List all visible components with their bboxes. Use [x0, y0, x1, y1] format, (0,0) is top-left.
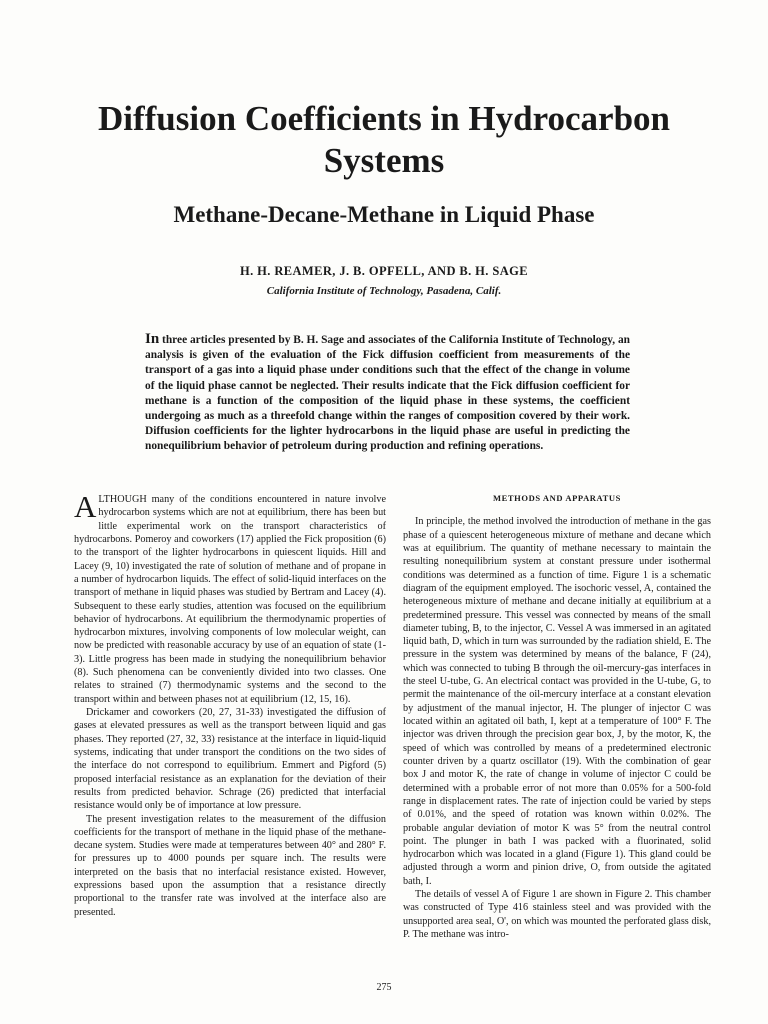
abstract [145, 332, 630, 455]
abstract-first-word: In [145, 331, 160, 347]
body-paragraph: The present investigation relates to the measurement of the diffusion coefficients for the transport of methane in the liquid phase of the methane-decane system. Studies were made at temperatures between 40° and 280° F. for pressures up to 4000 pounds per square inch. The results were interpreted on the basis that no interfacial resistance existed. However, expressions based upon the assumption that a resistance directly proportional to the transfer rate was involved at the interface also are presented. [74, 813, 386, 918]
drop-cap: A [74, 489, 97, 524]
author-affiliation: California Institute of Technology, Pasadena, Calif. [266, 285, 502, 297]
section-heading: METHODS AND APPARATUS [493, 493, 621, 503]
author-list: H. H. REAMER, J. B. OPFELL, AND B. H. SAGE [239, 264, 528, 278]
page-number: 275 [376, 982, 392, 993]
intro-paragraph-text: LTHOUGH many of the conditions encountered in nature involve hydrocarbon systems which are not at equilibrium, there has been but little experimental work on the transport characteristics of hydrocarbons. Pomeroy and coworkers (17) applied the Fick proposition (6) to the transport of the lighter hydrocarbons in quiescent liquids. Hill and Lacey (9, 10) investigated the rate of solution of methane and of propane in a number of hydrocarbon liquids. The effect of solid-liquid interfaces on the transport of methane in liquid phases was studied by Bertram and Lacey (4). Subsequent to these early studies, attention was focused on the equilibrium behavior of hydrocarbons. At equilibrium the thermodynamic properties of hydrocarbon mixtures, involving components of low molecular weight, can now be predicted with reasonable accuracy by use of an equation of state (1-3). Little progress has been made in studying the nonequilibrium behavior (8). Such phenomena can be conveniently divided into two classes. One relates to strained (7) thermodynamic systems and the second to the transport within and between phases not at equilibrium (12, 15, 16). [74, 494, 387, 705]
article-title: Diffusion Coefficients in Hydrocarbon Systems [98, 99, 670, 180]
article-subtitle: Methane-Decane-Methane in Liquid Phase [173, 202, 595, 227]
left-column [74, 489, 387, 919]
right-column [403, 492, 711, 941]
abstract-text: three articles presented by B. H. Sage and associates of the California Institute of Technology, an analysis is given of the evaluation of the Fick diffusion coefficient from measurements of the transport of a gas into a liquid phase under conditions such that the effect of the change in volume of the liquid phase cannot be neglected. Their results indicate that the Fick diffusion coefficient for methane is a function of the composition of the liquid phase in these systems, the coefficient undergoing as much as a threefold change within the ranges of composition covered by their work. Diffusion coefficients for the lighter hydrocarbons in the liquid phase are useful in predicting the nonequilibrium behavior of petroleum during production and refining operations. [145, 334, 630, 453]
body-paragraph: The details of vessel A of Figure 1 are shown in Figure 2. This chamber was constructed of Type 416 stainless steel and was provided with the unsupported area seal, O', on which was mounted the perforated glass disk, P. The methane was intro- [403, 889, 711, 940]
body-paragraph: Drickamer and coworkers (20, 27, 31-33) investigated the diffusion of gases at elevated pressures as well as the transport between liquid and gas phases. They reported (27, 32, 33) resistance at the interface in liquid-liquid systems, indicating that under transport the conditions on the two sides of the interface do not correspond to equilibrium. Emmert and Pigford (5) proposed interfacial resistance as an explanation for the deviation of their results from predicted behavior. Schrage (26) predicted that interfacial resistance would only be of importance at low pressure. [74, 707, 386, 812]
body-paragraph: In principle, the method involved the introduction of methane in the gas phase of a quiescent heterogeneous mixture of methane and decane which was at equilibrium. The quantity of methane necessary to maintain the resulting nonequilibrium system at constant pressure under isothermal conditions was determined as a function of time. Figure 1 is a schematic diagram of the equipment employed. The isochoric vessel, A, contained the heterogeneous mixture of methane and decane initially at equilibrium at a predetermined pressure. This vessel was connected by means of the small diameter tubing, B, to the injector, C. Vessel A was immersed in an agitated liquid bath, D, which in turn was surrounded by the radiation shield, E. The pressure in the system was determined by means of the balance, F (24), which was connected to tubing B through the oil-mercury-gas interfaces in the steel U-tube, G. An electrical contact was provided in the U-tube, G, to permit the maintenance of the oil-mercury interface at a constant elevation by adjustment of the manual injector, H. The plunger of injector C was located within an agitated oil bath, I, kept at a temperature of 100° F. The injector was driven through the precision gear box, J, by the motor, K, the speed of which was controlled by means of a predetermined electronic counter driven by a quartz oscillator (19). With the combination of gear box J and motor K, the rate of change in volume of injector C could be determined with a probable error of not more than 0.05% for a 500-fold range in displacement rates. The rate of injection could be varied by steps of 0.01%, and the speed of rotation was known within 0.02%. The probable angular deviation of motor K was 5° from the neutral control point. The plunger in bath I was packed with a fluorinated, solid hydrocarbon which was located in a gland (Figure 1). This gland could be adjusted through a worm and pinion drive, O, from outside the agitated bath, I. [403, 516, 711, 887]
intro-paragraph [74, 489, 387, 706]
